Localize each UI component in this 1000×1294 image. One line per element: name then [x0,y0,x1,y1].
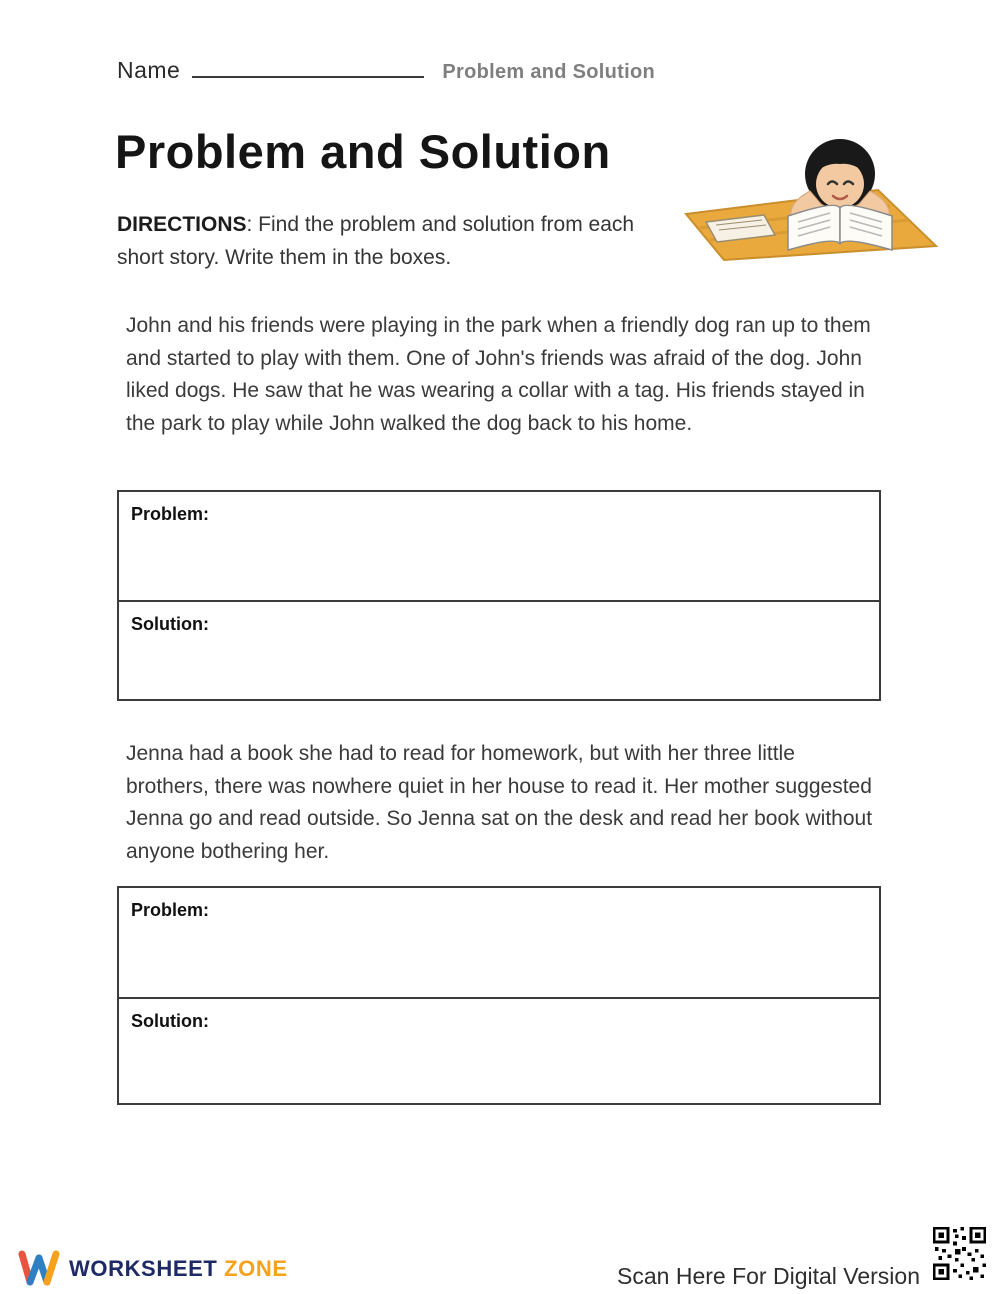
worksheet-zone-w-icon [18,1250,60,1288]
answer-box-1 [117,490,881,701]
brand-zone-text: ZONE [224,1256,288,1281]
worksheet-zone-logo [18,1250,288,1288]
qr-code [933,1227,986,1280]
solution-answer-area-1[interactable] [119,600,879,699]
problem-answer-area-2[interactable] [119,888,879,997]
directions [117,208,677,274]
problem-label-2: Problem: [131,900,210,920]
problem-label-1: Problem: [131,504,210,524]
name-label: Name [117,57,181,83]
directions-body: : Find the problem and solution from each short story. Write them in the boxes. [117,213,635,269]
answer-box-2 [117,886,881,1105]
name-row [117,56,655,84]
child-reading-illustration [680,136,945,264]
solution-label-1: Solution: [131,614,209,634]
solution-label-2: Solution: [131,1011,209,1031]
problem-answer-area-1[interactable] [119,492,879,600]
scan-here-text: Scan Here For Digital Version [617,1263,920,1289]
page-title: Problem and Solution [115,125,611,178]
brand-worksheet-text: WORKSHEET [69,1256,218,1281]
name-blank-line[interactable] [192,56,424,78]
story-1-text: John and his friends were playing in the park when a friendly dog ran up to them and started to play with them. One of John's friends was afraid of the dog. John liked dogs. He saw that he was wearing a collar with a tag. His friends stayed in the park to play while John walked the dog back to his home. [126,314,871,435]
worksheet-type-heading: Problem and Solution [442,61,656,83]
directions-label: DIRECTIONS [117,213,247,236]
qr-code-icon [933,1227,986,1280]
child-reading-book-icon [680,136,945,264]
story-2-text: Jenna had a book she had to read for homework, but with her three little brothers, there was nowhere quiet in her house to read it. Her mother suggested Jenna go and read outside. So Jenna sat on the desk and read her book without anyone bothering her. [126,742,873,863]
solution-answer-area-2[interactable] [119,997,879,1103]
